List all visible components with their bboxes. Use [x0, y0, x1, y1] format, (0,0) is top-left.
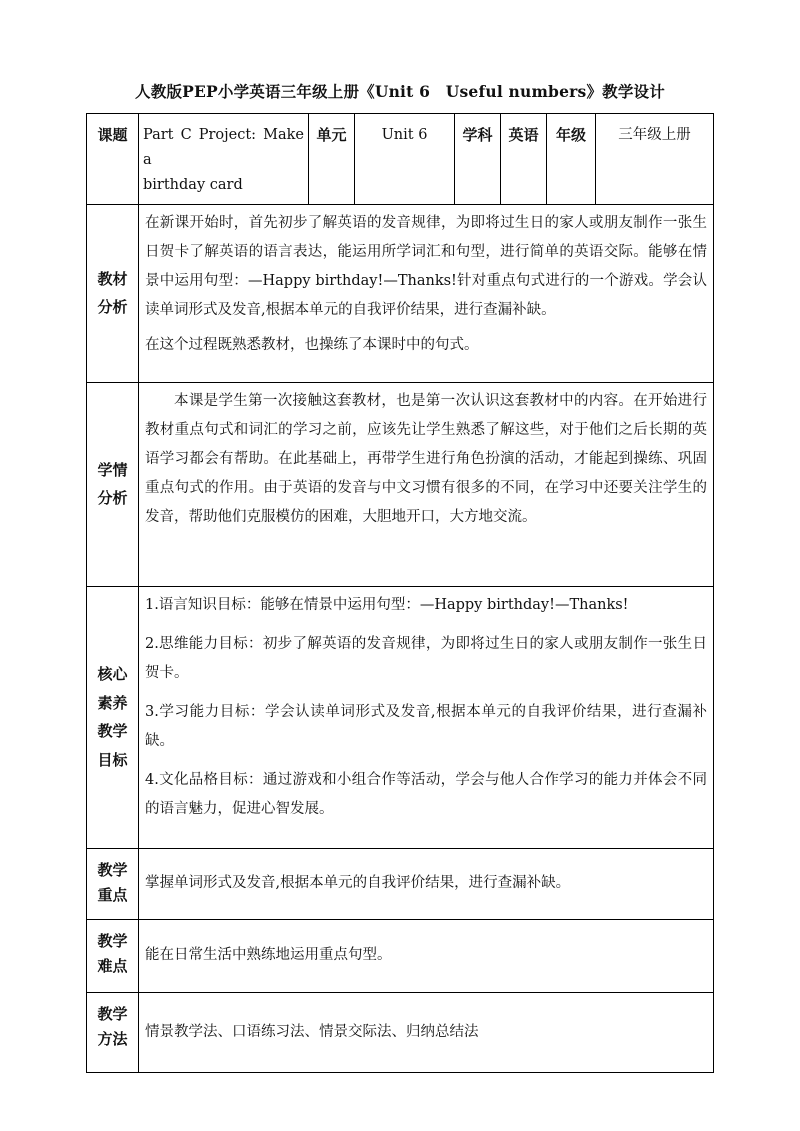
learners-label: 学情 分析 [87, 382, 139, 586]
subject-label: 学科 [455, 114, 501, 205]
topic-value [139, 114, 309, 205]
objective-item: 3.学习能力目标：学会认读单词形式及发音,根据本单元的自我评价结果，进行查漏补缺。 [145, 703, 707, 749]
document-title: 人教版PEP小学英语三年级上册《Unit 6 Useful numbers》教学设计 [135, 82, 665, 101]
lesson-plan-table [86, 113, 714, 1073]
key-points-label: 教学 重点 [87, 848, 139, 919]
objectives-content [139, 586, 714, 848]
difficulties-content: 能在日常生活中熟练地运用重点句型。 [139, 919, 714, 992]
topic-value-line2: birthday card [143, 176, 243, 193]
objectives-row [87, 586, 714, 848]
grade-value: 三年级上册 [596, 114, 714, 205]
methods-row [87, 992, 714, 1072]
learners-paragraph: 本课是学生第一次接触这套教材，也是第一次认识这套教材中的内容。在开始进行教材重点句式和词汇的学习之前，应该先让学生熟悉了解这些，对于他们之后长期的英语学习都会有帮助。在此基础上，再带学生进行角色扮演的活动，才能起到操练、巩固重点句式的作用。由于英语的发音与中文习惯有很多的不同，在学习中还要关注学生的发音，帮助他们克服模仿的困难，大胆地开口，大方地交流。 [145, 392, 707, 525]
methods-label: 教学 方法 [87, 992, 139, 1072]
objective-item: 1.语言知识目标：能够在情景中运用句型：—Happy birthday!—Thanks! [145, 596, 629, 613]
key-points-row [87, 848, 714, 919]
objectives-label: 核心 素养 教学 目标 [87, 586, 139, 848]
header-row [87, 114, 714, 205]
objective-item: 2.思维能力目标：初步了解英语的发音规律，为即将过生日的家人或朋友制作一张生日贺卡。 [145, 635, 707, 681]
grade-label: 年级 [547, 114, 596, 205]
topic-label: 课题 [87, 114, 139, 205]
materials-row [87, 204, 714, 382]
unit-value: Unit 6 [355, 114, 455, 205]
topic-value-line1: Part C Project: Make a [143, 127, 304, 168]
materials-content [139, 204, 714, 382]
learners-row [87, 382, 714, 586]
learners-content [139, 382, 714, 586]
unit-label: 单元 [309, 114, 355, 205]
difficulties-row [87, 919, 714, 992]
objective-item: 4.文化品格目标：通过游戏和小组合作等活动，学会与他人合作学习的能力并体会不同的语言魅力，促进心智发展。 [145, 771, 707, 817]
materials-paragraph: 在这个过程既熟悉教材，也操练了本课时中的句式。 [145, 336, 479, 353]
difficulties-label: 教学 难点 [87, 919, 139, 992]
materials-label: 教材 分析 [87, 204, 139, 382]
key-points-content: 掌握单词形式及发音,根据本单元的自我评价结果，进行查漏补缺。 [139, 848, 714, 919]
materials-paragraph: 在新课开始时，首先初步了解英语的发音规律，为即将过生日的家人或朋友制作一张生日贺卡了解英语的语言表达，能运用所学词汇和句型，进行简单的英语交际。能够在情景中运用句型：—Happy birthday!—Thanks!针对重点句式进行的一个游戏。学会认读单词形式及发音,根据本单元的自我评价结果，进行查漏补缺。 [145, 214, 707, 318]
methods-content: 情景教学法、口语练习法、情景交际法、归纳总结法 [139, 992, 714, 1072]
subject-value: 英语 [501, 114, 547, 205]
